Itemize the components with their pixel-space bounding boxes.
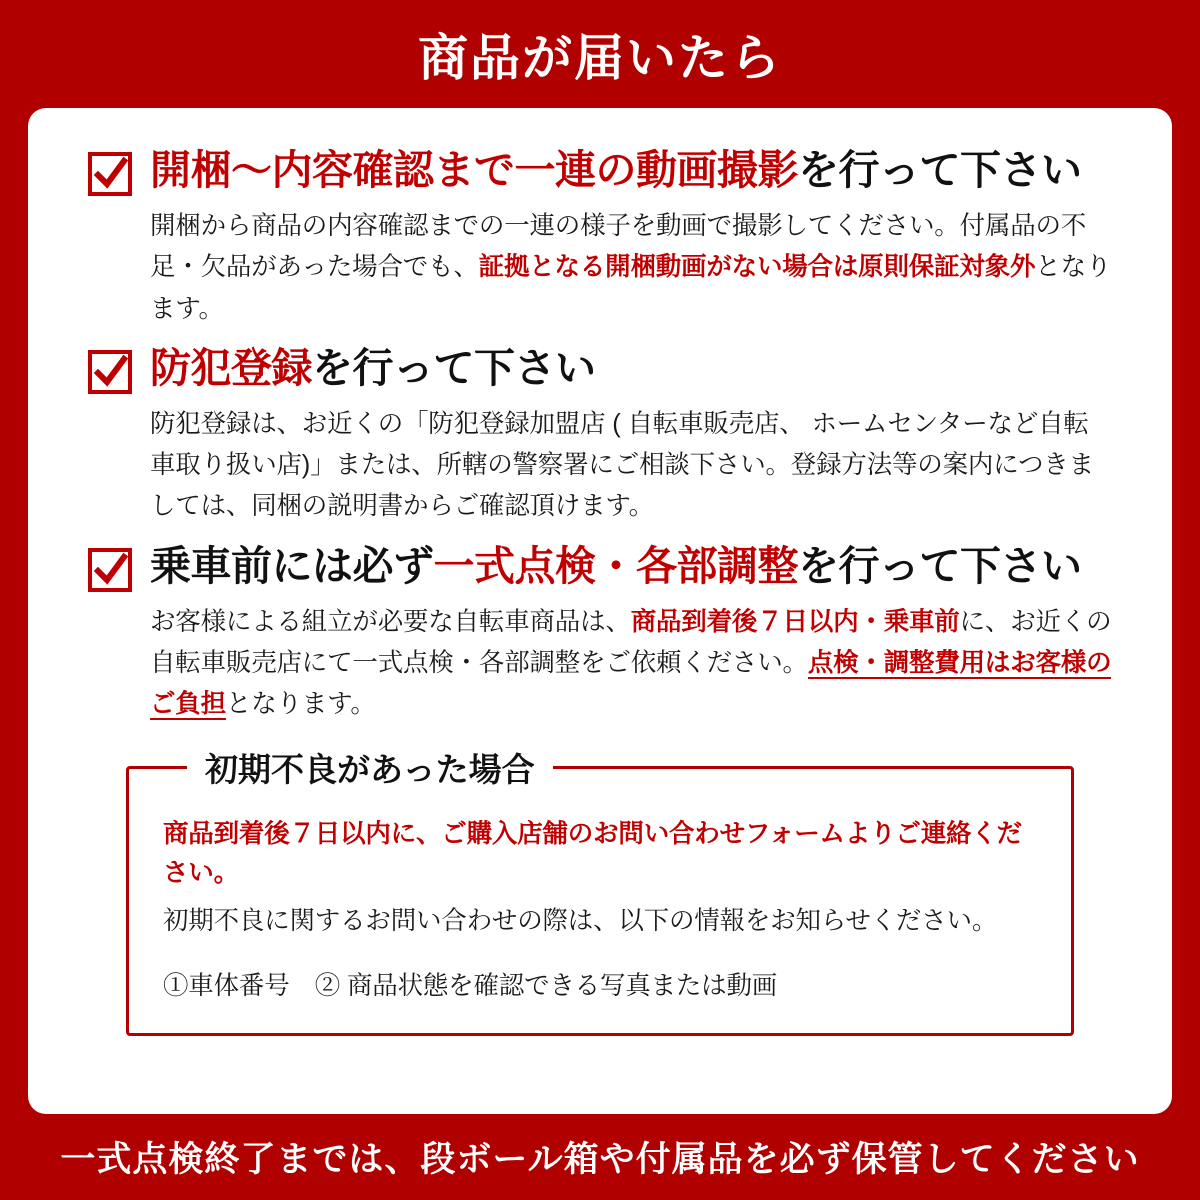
title-segment: 乗車前には必ず <box>150 542 434 589</box>
body-segment-emphasis: 商品到着後７日以内・乗車前 <box>630 607 960 636</box>
checkbox-checked-icon <box>88 548 132 592</box>
body-segment: となります。 <box>150 253 1112 323</box>
page-footer <box>0 1114 1200 1200</box>
list-item-heading <box>88 146 1112 196</box>
defect-notice-legend: 初期不良があった場合 <box>187 744 553 791</box>
title-segment: 防犯登録 <box>150 344 312 391</box>
title-segment: 一連の動画撮影 <box>514 147 798 193</box>
list-item-title <box>150 542 1082 591</box>
defect-notice-box <box>126 750 1074 1036</box>
title-segment: を行って下さい <box>798 542 1082 589</box>
list-item-body <box>150 602 1112 726</box>
list-item <box>88 146 1112 330</box>
body-segment: に、お近くの自転車販売店にて一式点検・各部調整をご依頼ください。 <box>150 607 1112 678</box>
footer-text: 一式点検終了までは、段ボール箱や付属品を必ず保管してください <box>60 1140 1140 1179</box>
content-panel <box>28 108 1172 1114</box>
list-item <box>88 344 1112 528</box>
page-title: 商品が届いたら <box>418 30 782 86</box>
title-segment: 開梱〜内容確認まで <box>150 147 515 193</box>
body-segment-emphasis: 証拠となる開梱動画がない場合は原則保証対象外 <box>478 253 1036 282</box>
body-segment: 防犯登録は、お近くの「防犯登録加盟店 ( 自転車販売店、 ホームセンターなど自転車取り扱い店)」または、所轄の警察署にご相談下さい。登録方法等の案内につきましては、同梱の説明書からご確認頂けます。 <box>150 409 1094 521</box>
checkbox-checked-icon <box>88 152 132 196</box>
list-item <box>88 542 1112 726</box>
list-item-heading <box>88 542 1112 592</box>
body-segment: となります。 <box>225 690 376 719</box>
defect-notice-note: 初期不良に関するお問い合わせの際は、以下の情報をお知らせください。 <box>163 906 998 935</box>
defect-notice-required-items: ①車体番号 ② 商品状態を確認できる写真または動画 <box>163 972 778 1001</box>
body-segment: お客様による組立が必要な自転車商品は、 <box>150 607 631 636</box>
list-item-heading <box>88 344 1112 394</box>
title-segment: 一式点検・各部調整 <box>433 542 798 589</box>
body-segment: 開梱から商品の内容確認までの一連の様子を動画で撮影してください。付属品の不足・欠品があった場合でも、 <box>150 212 1087 282</box>
list-item-title <box>150 146 1082 195</box>
title-segment: を行って下さい <box>312 344 596 391</box>
list-item-title <box>150 344 596 393</box>
defect-notice-red-line: 商品到着後７日以内に、ご購入店舗のお問い合わせフォームよりご連絡ください。 <box>163 819 1022 888</box>
list-item-body <box>150 404 1112 528</box>
list-item-body <box>150 206 1112 330</box>
title-segment: を行って下さい <box>798 147 1082 193</box>
body-segment-emphasis-underline: 点検・調整費用はお客様のご負担 <box>150 649 1112 719</box>
page-header <box>0 0 1200 108</box>
checkbox-checked-icon <box>88 350 132 394</box>
